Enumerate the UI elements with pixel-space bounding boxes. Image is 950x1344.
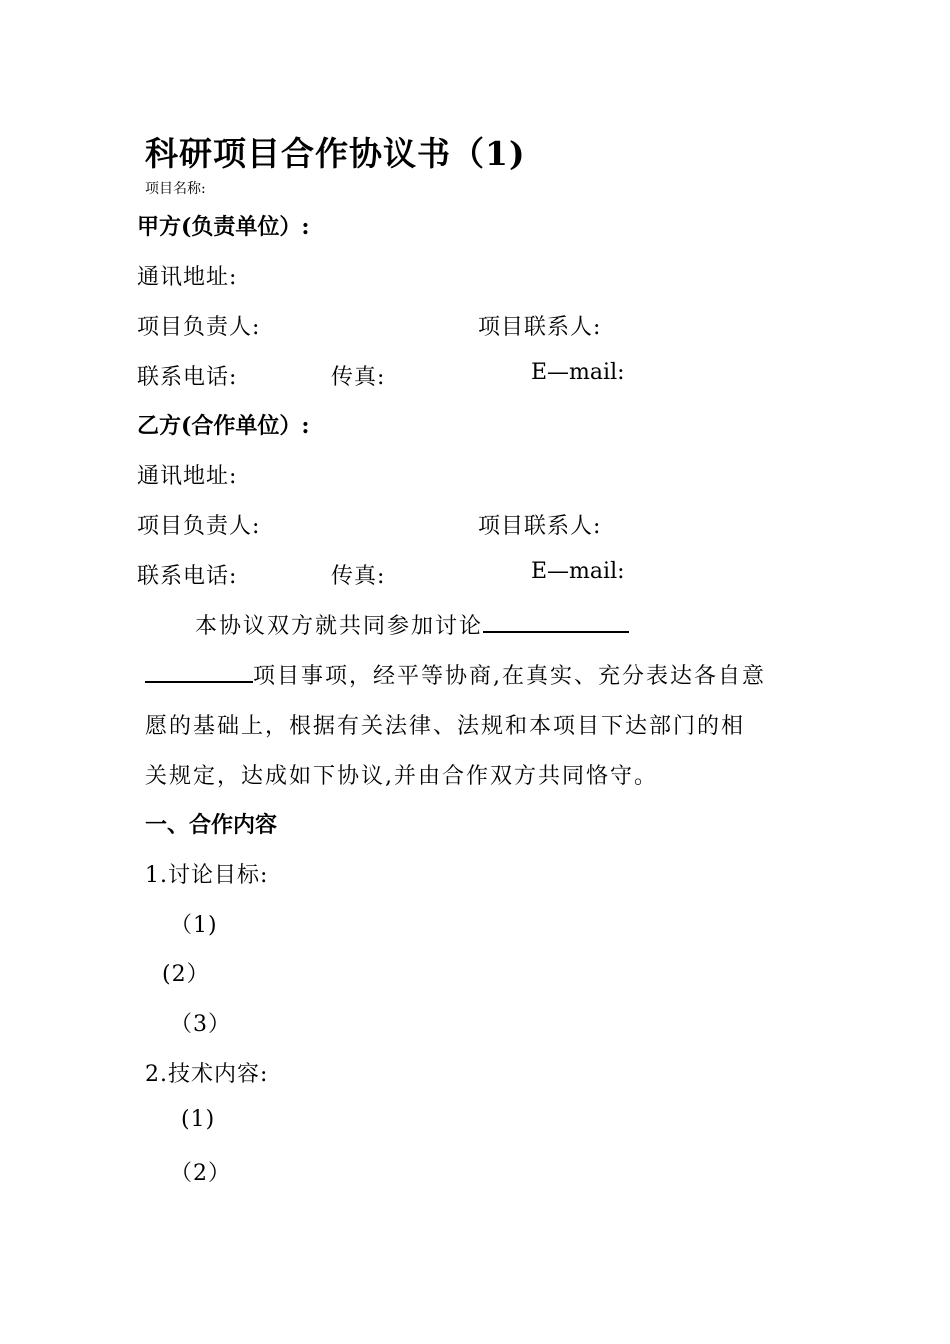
intro-line-1-text: 本协议双方就共同参加讨论 — [195, 614, 484, 639]
document-title: 科研项目合作协议书（1) — [145, 134, 526, 173]
intro-blank-2 — [145, 659, 253, 683]
intro-line-3: 愿的基础上，根据有关法律、法规和本项目下达部门的相 — [145, 714, 746, 739]
intro-line-1 — [195, 609, 629, 640]
tech-label: 2.技术内容: — [145, 1062, 269, 1087]
section-1-heading: 一、合作内容 — [145, 812, 278, 838]
intro-line-4: 关规定，达成如下协议,并由合作双方共同恪守。 — [145, 764, 658, 789]
party-b-leader-label: 项目负责人: — [137, 514, 261, 539]
party-a-email-label: E—mail: — [531, 360, 625, 385]
intro-line-2 — [145, 659, 766, 690]
project-name-label: 项目名称: — [145, 181, 206, 197]
intro-blank-1 — [483, 609, 629, 633]
party-b-contact-label: 项目联系人: — [478, 514, 602, 539]
party-a-heading: 甲方(负责单位）: — [137, 214, 310, 240]
goal-label: 1.讨论目标: — [145, 863, 269, 888]
goal-item-3: （3） — [170, 1012, 231, 1037]
party-a-contact-label: 项目联系人: — [478, 315, 602, 340]
party-a-phone-label: 联系电话: — [137, 365, 238, 390]
party-b-heading: 乙方(合作单位）: — [137, 413, 310, 439]
party-a-address-label: 通讯地址: — [137, 265, 238, 290]
party-b-email-label: E—mail: — [531, 559, 625, 584]
party-a-fax-label: 传真: — [331, 365, 386, 390]
party-a-leader-label: 项目负责人: — [137, 315, 261, 340]
goal-item-2: (2） — [162, 962, 210, 987]
party-b-fax-label: 传真: — [331, 564, 386, 589]
tech-item-2: （2） — [170, 1161, 231, 1186]
party-b-address-label: 通讯地址: — [137, 464, 238, 489]
party-b-phone-label: 联系电话: — [137, 564, 238, 589]
intro-line-2-text: 项目事项，经平等协商,在真实、充分表达各自意 — [253, 664, 766, 689]
tech-item-1: (1) — [181, 1107, 216, 1132]
goal-item-1: （1) — [170, 913, 218, 938]
